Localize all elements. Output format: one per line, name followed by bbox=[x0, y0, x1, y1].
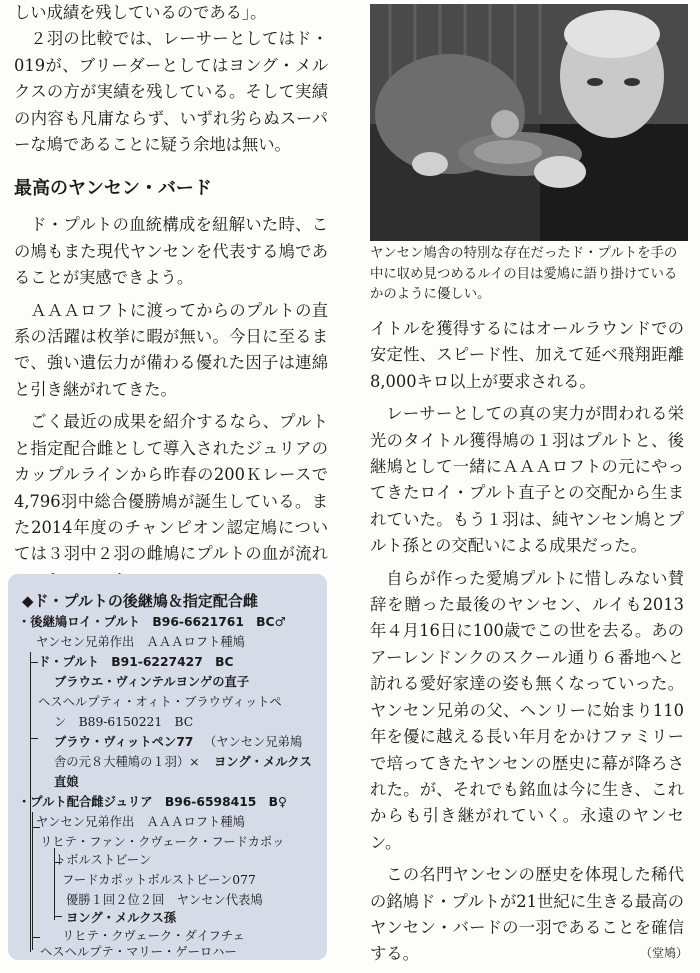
pedigree-line: ド・プルト B91-6227427 BC bbox=[38, 655, 234, 669]
paragraph: レーサーとしての真の実力が問われる栄光のタイトル獲得鳩の１羽はプルトと、後継鳩として一緒にＡＡＡロフトの元にやってきたロイ・プルト直子との交配から生まれていた。もう１羽は、純ヤンセン鳩とプルト孫との交配いによる成果だった。 bbox=[370, 404, 684, 556]
tree-line bbox=[32, 812, 33, 950]
pedigree-line: ヨング・メルクス bbox=[214, 755, 312, 769]
right-column bbox=[370, 316, 684, 968]
section-heading: 最高のヤンセン・バード bbox=[14, 178, 212, 200]
tree-line bbox=[54, 916, 62, 917]
tree-line bbox=[32, 937, 40, 938]
author-credit: （堂鳩） bbox=[639, 946, 688, 960]
pedigree-line: ン B89-6150221 BC bbox=[54, 715, 194, 729]
pedigree-line: 直娘 bbox=[54, 775, 79, 789]
pedigree-line: ブラウエ・ヴィンテルヨンゲの直子 bbox=[54, 675, 250, 689]
pedigree-line: 優勝１回２位２回 ヤンセン代表鳩 bbox=[66, 893, 263, 907]
pedigree-line: ヘスヘルプテ・マリー・ゲーロハー bbox=[40, 945, 237, 959]
left-column bbox=[14, 0, 328, 594]
paragraph: ２羽の比較では、レーサーとしてはド・019が、ブリーダーとしてはヨング・メルクスの方が実績を残している。そして実績の内容も凡庸ならず、いずれ劣らぬスーパーな鳩であることに疑う余地は無い。 bbox=[14, 29, 328, 155]
pedigree-line: フードカポットボルストビーン077 bbox=[62, 873, 256, 887]
pedigree-line: ブラウ・ヴィットペン77 bbox=[54, 735, 194, 749]
pedigree-line: ・プルト配合雌ジュリア B96-6598415 B♀ bbox=[18, 795, 287, 809]
pedigree-line: （ヤンセン兄弟鳩 bbox=[204, 735, 303, 749]
paragraph: 自らが作った愛鳩プルトに惜しみない賛辞を贈った最後のヤンセン、ルイも2013年４月16日に100歳でこの世を去る。あのアーレンドンクのスクール通り６番地へと訪れる愛好家達の姿も無くなっていった。ヤンセン兄弟の父、ヘンリーに始まり110年を優に越える長い年月をかけファミリーで培ってきたヤンセンの歴史に幕が降ろされた。が、それでも銘血は今に生き、これからも引き継がれていく。永遠のヤンセン。 bbox=[370, 568, 684, 852]
pedigree-line: 舎の元８大種鳩の１羽）× bbox=[54, 755, 200, 769]
pedigree-line: ヤンセン兄弟作出 ＡＡＡロフト種鳩 bbox=[36, 635, 245, 649]
paragraph: ＡＡＡロフトに渡ってからのプルトの直系の活躍は枚挙に暇が無い。今日に至るまで、強い遺伝力が備わる優れた因子は連綿と引き継がれてきた。 bbox=[14, 300, 328, 399]
paragraph: ごく最近の成果を紹介するなら、プルトと指定配合雌として導入されたジュリアのカップルラインから昨春の200Ｋレースで4,796羽中総合優勝鳩が誕生している。また2014年度のチャンピオン認定鳩については３羽中２羽の雌鳩にプルトの血が流れ bbox=[14, 412, 328, 564]
pedigree-line: トボルストビーン bbox=[54, 853, 152, 867]
pedigree-line: ヨング・メルクス孫 bbox=[66, 911, 177, 925]
photo-caption: ヤンセン鳩舎の特別な存在だったド・プルトを手の中に収め見つめるルイの目は愛鳩に語り掛けているかのように優しい。 bbox=[370, 246, 678, 302]
paragraph: イトルを獲得するにはオールラウンドでの安定性、スピード性、加えて延べ飛翔距離8,000キロ以上が要求される。 bbox=[370, 319, 684, 391]
pedigree-line: リヒテ・ファン・クヴェーク・フードカポッ bbox=[40, 835, 285, 849]
paragraph: ド・プルトの血統構成を紐解いた時、この鳩もまた現代ヤンセンを代表する鳩であることが実感できよう。 bbox=[14, 215, 328, 288]
tree-line bbox=[30, 738, 38, 739]
pedigree-line: リヒテ・クヴェーク・ダイフチェ bbox=[62, 929, 245, 943]
pedigree-line: ヤンセン兄弟作出 ＡＡＡロフト種鳩 bbox=[36, 815, 245, 829]
paragraph: この名門ヤンセンの歴史を体現した稀代の銘鳩ド・プルトが21世紀に生きる最高のヤンセン・バードの一羽であることを確信する。 bbox=[370, 865, 684, 964]
continued-quote: しい成績を残しているのである」。 bbox=[14, 3, 267, 22]
pedigree-line: ・後継鳩ロイ・プルト B96-6621761 BC♂ bbox=[18, 615, 286, 629]
tree-line bbox=[30, 662, 38, 663]
photo-man-holding-pigeon bbox=[370, 4, 688, 241]
pedigree-title: ◆ド・プルトの後継鳩＆指定配合雌 bbox=[22, 592, 258, 610]
pedigree-line: ヘスヘルプティ・オィト・ブラウヴィットペ bbox=[38, 695, 282, 709]
